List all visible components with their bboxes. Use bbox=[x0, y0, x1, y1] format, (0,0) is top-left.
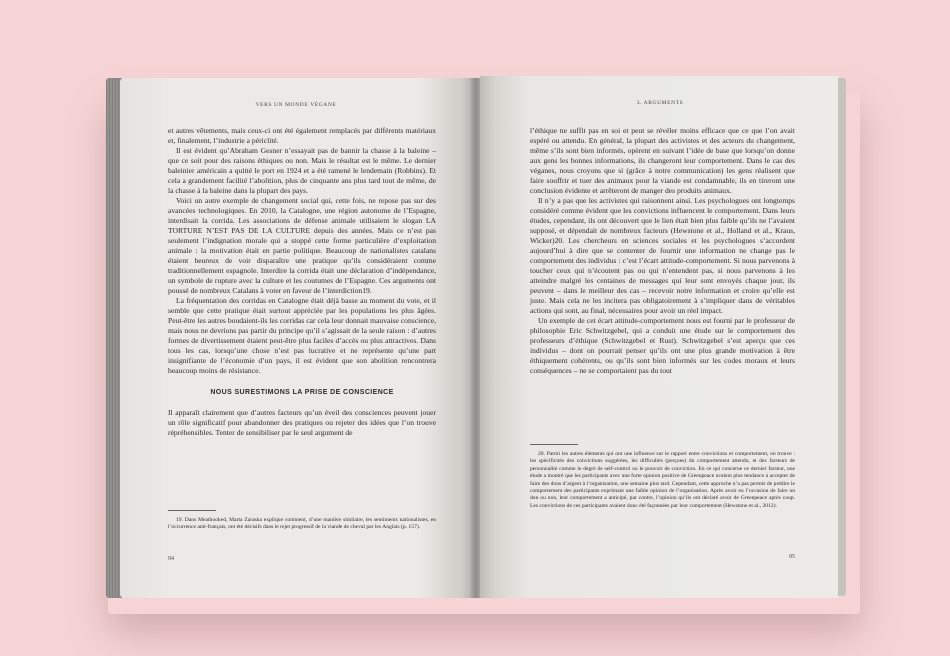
left-page-number: 94 bbox=[168, 556, 174, 562]
paragraph: Il n’y a pas que les activistes qui raisonnent ainsi. Les psychologues ont longtemps considéré comme évident que les convictions influencent le comportement. Dans leurs études, cependant, ils ont découvert que le lien était bien plus faible qu’ils ne l’avaient supposé, et dépendait de nombreux facteurs (Hewstone et al., Holland et al., Kraus, Wicker)20. Les chercheurs en sciences sociales et les psychologues s’accordent aujourd’hui à dire que se contenter de fournir une information ne change pas le comportement des individus : c’est l’écart attitude-comportement. Si nous parvenons à toucher ceux qui n’écoutent pas ou qui n’entendent pas, si nous parvenons à les atteindre malgré les centaines de messages qui leur sont envoyés chaque jour, ils peuvent – dans le meilleur des cas – recevoir notre information et croire qu’elle est juste. Mais cela ne les incitera pas obligatoirement à s’impliquer dans de véritables actions qui sont, au final, nécessaires pour avoir un réel impact. bbox=[530, 196, 795, 315]
left-body-text bbox=[168, 126, 436, 438]
right-footnote bbox=[530, 444, 795, 510]
right-body-text bbox=[530, 126, 795, 376]
paragraph: Un exemple de cet écart attitude-comportement nous est fourni par le professeur de philosophie Eric Schwitzgebel, qui a conduit une étude sur le comportement des professeurs d’éthique (Schwitzgebel et Rust). Schwitzgebel s’est aperçu que ces individus – dont on pourrait penser qu’ils ont une plus grande motivation à être éthiquement cohérents, ou qu’ils sont bien informés sur les codes moraux et leurs conséquences – ne se comportaient pas du tout bbox=[530, 316, 795, 375]
paragraph: Il est évident qu’Abraham Gesner n’essayait pas de bannir la chasse à la baleine – que ce soit pour des raisons éthiques ou non. Mais le résultat est le même. Le dernier baleinier américain a quitté le port en 1924 et a été ramené le lendemain (Robbins). Et cela a grandement facilité l’abolition, plus de cinquante ans plus tard tout de même, de la chasse à la baleine dans la plupart des pays. bbox=[168, 146, 436, 195]
left-page bbox=[120, 78, 472, 598]
paragraph: La fréquentation des corridas en Catalogne était déjà basse au moment du vote, et il semble que cette pratique était surtout appréciée par les populations les plus âgées. Peut-être les autres boudaient-ils les corridas car cela leur donnait mauvaise conscience, mais nous ne devrions pas partir du principe qu’il s’agissait de la seule raison : d’autres formes de divertissement étaient peut-être plus faciles d’accès ou plus attractives. Dans tous les cas, lorsqu’une chose n’est pas lucrative et ne représente qu’une part insignifiante de l’économie d’un pays, il est évident que son abolition rencontrera beaucoup moins de résistance. bbox=[168, 296, 436, 375]
footnote-text: 19. Dans Meathooked, Marta Zaraska explique comment, d’une manière similaire, les sentiments nationalistes, en l’occurrence anti-français, ont été décisifs dans le rejet progressif de la viande de cheval par les Anglais (p. 157). bbox=[168, 517, 436, 531]
paragraph: Voici un autre exemple de changement social qui, cette fois, ne repose pas sur des avancées technologiques. En 2010, la Catalogne, une région autonome de l’Espagne, interdisait la corrida. Les associations de défense animale utilisaient le slogan LA TORTURE N’EST PAS DE LA CULTURE depuis des années. Mais ce n’est pas seulement l’indignation morale qui a stoppé cette forme particulière d’exploitation animale : la motivation était en partie politique. Beaucoup de nationalistes catalans étaient heureux de voir disparaître une pratique qu’ils considéraient comme traditionnellement espagnole. Interdire la corrida était une déclaration d’indépendance, un symbole de rupture avec la culture et les coutumes de l’Espagne. Ces arguments ont poussé de nombreux Catalans à voter en faveur de l’interdiction19. bbox=[168, 196, 436, 295]
left-footnote bbox=[168, 510, 436, 532]
left-running-head: VERS UN MONDE VÉGANE bbox=[255, 102, 337, 108]
paragraph: et autres vêtements, mais ceux-ci ont été également remplacés par différents matériaux et, finalement, l’industrie a périclité. bbox=[168, 126, 436, 145]
section-title: NOUS SURESTIMONS LA PRISE DE CONSCIENCE bbox=[210, 389, 394, 396]
footnote-text: 20. Parmi les autres éléments qui ont une influence sur le rapport entre convictions et comportement, on trouve : les spécificités des convictions suggérées, les difficultés (perçues) du comportement attendu, et des facteurs de personnalité comme le degré de self-control ou le pouvoir de conviction. En ce qui concerne ce dernier facteur, une étude a montré que les participants avec une forte opinion positive de Greenpeace avaient plus tendance à accepter de faire des dons d’argent à l’organisation, une semaine plus tard. Cependant, cette approche n’a pas permis de prédire le comportement des participants exprimant une faible opinion de l’organisation. Après avoir eu l’occasion de faire un don ou non, leur comportement a anticipé, par contre, l’opinion qu’ils ont déclaré avoir de Greenpeace après coup. Les convictions de ces participants avaient donc été façonnées par leur comportement (Hewstone et al., 2012). bbox=[530, 451, 795, 509]
paragraph: Il apparaît clairement que d’autres facteurs qu’un éveil des consciences peuvent jouer un rôle significatif pour abandonner des pratiques ou rejeter des idées que l’on trouve répréhensibles. Tenter de sensibiliser par le seul argument de bbox=[168, 408, 436, 437]
right-running-head: 3. ARGUMENTS bbox=[636, 100, 684, 106]
paragraph: l’éthique ne suffit pas en soi et peut se révéler moins efficace que ce que l’on avait espéré ou attendu. En général, la plupart des activistes et des acteurs du changement, même s’ils sont bien informés, opèrent en suivant l’idée de base que lorsqu’on donne aux gens les bonnes informations, ils changeront leur comportement. Dans le cas des véganes, nous croyons que si (grâce à notre communication) les gens réalisent que faire souffrir et tuer des animaux pour la viande est condamnable, ils en tireront une conclusion évidente et arrêteront de manger des produits animaux. bbox=[530, 126, 795, 195]
right-page bbox=[480, 76, 840, 598]
right-page-number: 95 bbox=[789, 554, 795, 560]
page-edges-right bbox=[838, 78, 846, 596]
footnote-rule bbox=[168, 510, 216, 511]
footnote-rule bbox=[530, 444, 578, 445]
